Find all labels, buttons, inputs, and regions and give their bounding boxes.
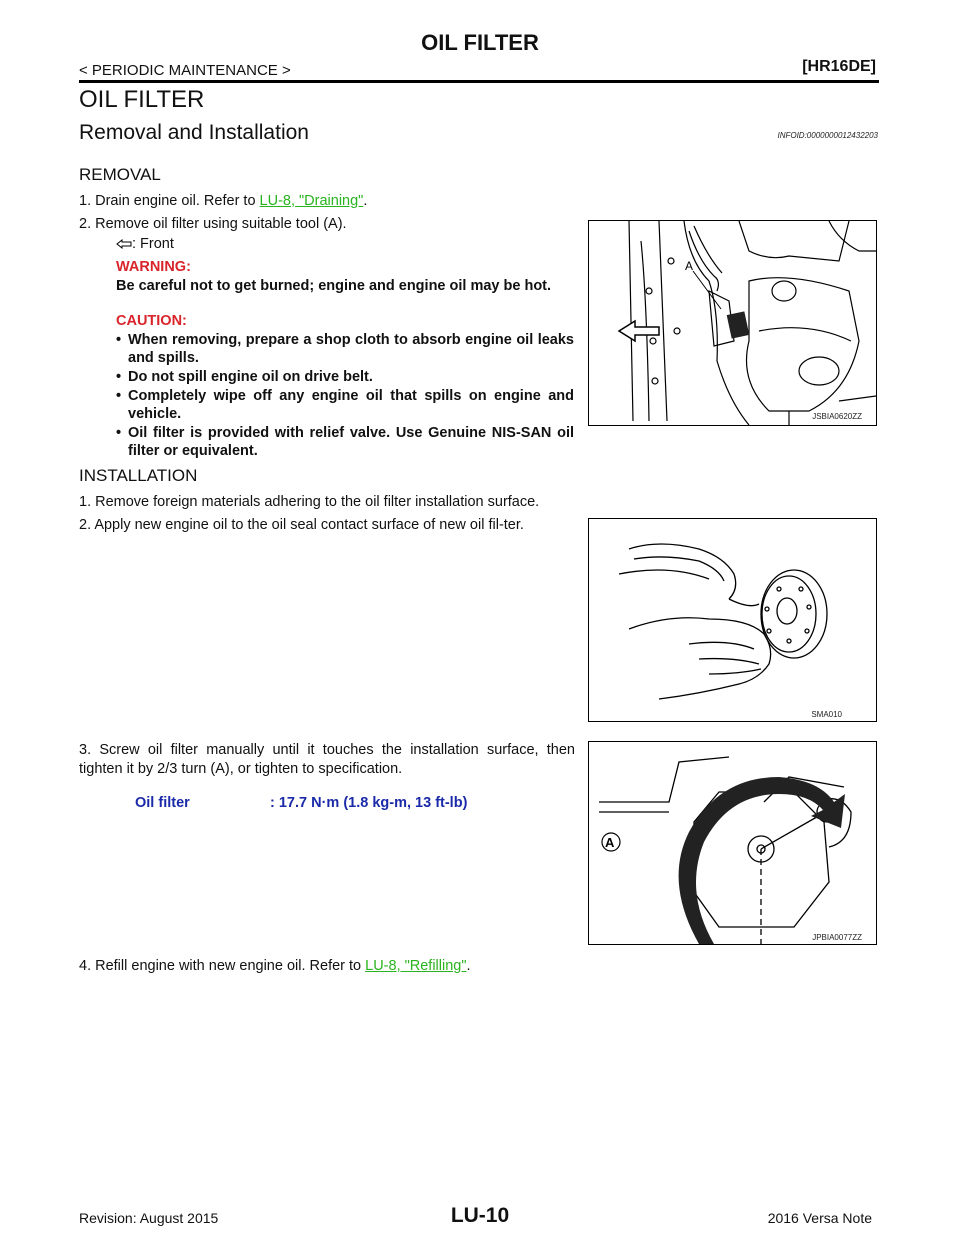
front-legend — [116, 235, 174, 254]
figure-code: JPBIA0077ZZ — [812, 933, 862, 942]
revision-date: Revision: August 2015 — [79, 1210, 219, 1226]
header-divider — [79, 80, 879, 83]
figure-callout-a: A — [685, 259, 694, 273]
install-step-1: 1. Remove foreign materials adhering to the oil filter installation surface. — [79, 494, 540, 510]
page-number: LU-10 — [450, 1204, 510, 1227]
engine-illustration — [589, 221, 876, 425]
tighten-figure — [588, 741, 877, 945]
step-text: 4. Refill engine with new engine oil. Refer to — [79, 958, 366, 974]
installation-heading: INSTALLATION — [79, 466, 198, 485]
page-title: OIL FILTER — [79, 86, 205, 113]
front-arrow-icon — [116, 239, 132, 249]
turn-illustration — [589, 742, 876, 944]
caution-item: • When removing, prepare a shop cloth to absorb engine oil leaks and spills. — [116, 332, 574, 366]
draining-link[interactable]: LU-8, "Draining" — [259, 193, 364, 209]
caution-list — [116, 331, 574, 460]
hand-filter-illustration — [589, 519, 876, 721]
engine-code: [HR16DE] — [802, 58, 876, 75]
install-step-4: 4. Refill engine with new engine oil. Refer to LU-8, "Refilling". — [79, 958, 471, 974]
caution-item: • Do not spill engine oil on drive belt. — [116, 369, 373, 385]
warning-text: Be careful not to get burned; engine and engine oil may be hot. — [116, 278, 552, 294]
caution-title: CAUTION: — [116, 313, 187, 329]
apply-oil-figure — [588, 518, 877, 722]
install-step-3: 3. Screw oil filter manually until it touches the installation surface, then tighten it by 2/3 turn (A), or tighten to specification. — [79, 742, 575, 777]
install-step-2: 2. Apply new engine oil to the oil seal contact surface of new oil fil-ter. — [79, 517, 524, 533]
model-name: 2016 Versa Note — [767, 1210, 872, 1226]
oil-filter-removal-figure — [588, 220, 877, 426]
removal-step-2: 2. Remove oil filter using suitable tool (A). — [79, 216, 347, 232]
removal-step-1: 1. Drain engine oil. Refer to LU-8, "Draining". — [79, 193, 368, 209]
section-title: Removal and Installation — [79, 121, 309, 144]
caution-item: • Oil filter is provided with relief valve. Use Genuine NIS-SAN oil filter or equivalent. — [116, 425, 574, 459]
spec-value: : 17.7 N·m (1.8 kg-m, 13 ft-lb) — [270, 795, 468, 811]
section-label: < PERIODIC MAINTENANCE > — [79, 62, 291, 79]
spec-name: Oil filter — [135, 795, 190, 811]
figure-code: JSBIA0620ZZ — [812, 412, 862, 421]
figure-code: SMA010 — [811, 710, 842, 719]
figure-callout-a: A — [605, 835, 615, 850]
caution-item: • Completely wipe off any engine oil that spills on engine and vehicle. — [116, 388, 574, 422]
removal-heading: REMOVAL — [79, 165, 161, 184]
refilling-link[interactable]: LU-8, "Refilling" — [365, 958, 467, 974]
info-id: INFOID:0000000012432203 — [777, 131, 878, 140]
warning-title: WARNING: — [116, 259, 191, 275]
page-header-title: OIL FILTER — [421, 30, 539, 55]
step-text: 1. Drain engine oil. Refer to — [79, 193, 260, 209]
front-legend-text: : Front — [132, 236, 174, 252]
